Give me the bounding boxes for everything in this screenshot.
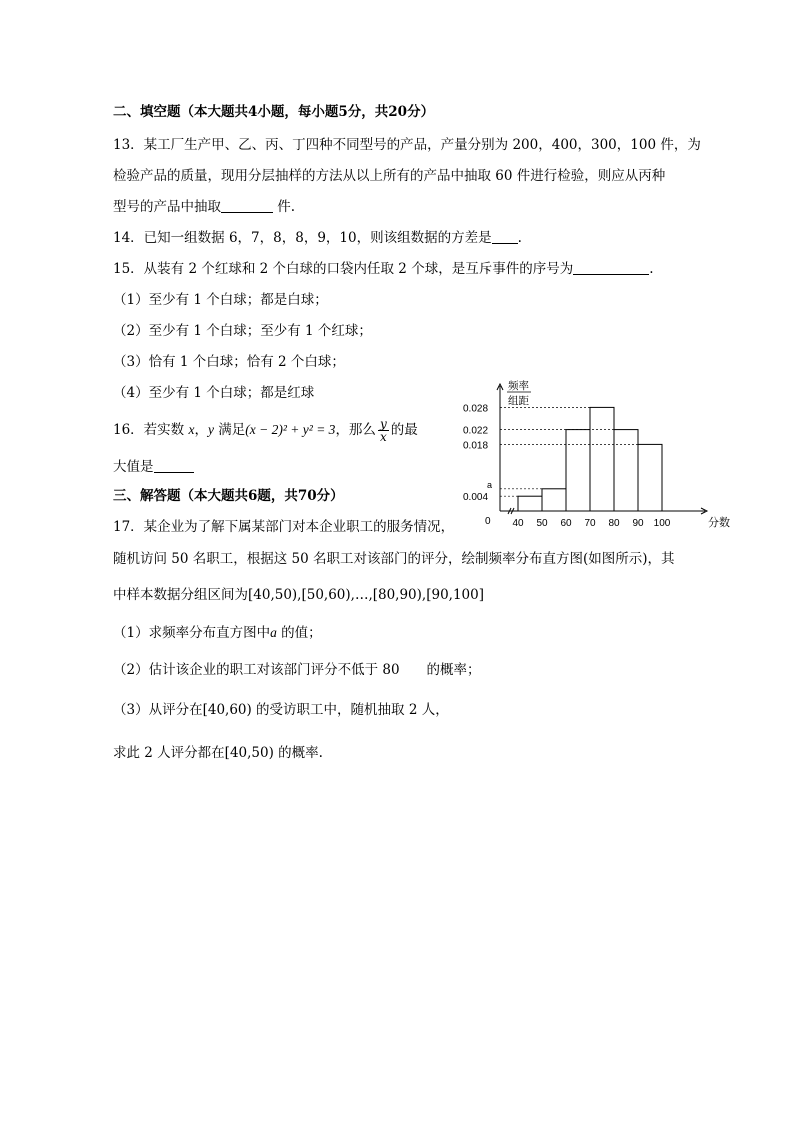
y-axis-label-top: 频率 — [508, 380, 529, 392]
x-tick-label: 50 — [536, 518, 548, 529]
histogram-bar — [566, 430, 590, 511]
q13-line-1: 13．某工厂生产甲、乙、丙、丁四种不同型号的产品，产量分别为 200，400，300，100 件，为 — [113, 137, 701, 153]
q17-sub-1-text: （1）求频率分布直方图中 — [113, 625, 271, 641]
x-axis-label: 分数 — [708, 517, 730, 529]
q14-line — [113, 228, 522, 248]
q16-frac-num: y — [379, 417, 387, 431]
q13-line-3 — [113, 197, 295, 217]
q16-sep: ， — [194, 422, 208, 438]
q15-text: 15．从装有 2 个红球和 2 个白球的口袋内任取 2 个球，是互斥事件的序号为 — [113, 261, 574, 277]
q13-answer-blank[interactable] — [221, 198, 273, 213]
q15-answer-blank[interactable] — [573, 260, 649, 275]
q13-line-2: 检验产品的质量，现用分层抽样的方法从以上所有的产品中抽取 60 件进行检验，则应从丙种 — [113, 168, 666, 184]
x-tick-label: 40 — [512, 518, 524, 529]
q13-line-3-text: 型号的产品中抽取 — [113, 199, 221, 215]
q17-sub-2: （2）估计该企业的职工对该部门评分不低于 80 的概率； — [113, 662, 481, 678]
x-tick-label: 60 — [560, 518, 572, 529]
q15-option-4: （4）至少有 1 个白球；都是红球 — [113, 385, 315, 401]
q16-suffix: 的最 — [390, 422, 418, 438]
y-axis-label-bottom: 组距 — [508, 395, 529, 407]
q16-line-2-text: 大值是 — [113, 459, 154, 475]
q16-answer-blank[interactable] — [154, 458, 194, 473]
q15-option-1: （1）至少有 1 个白球；都是白球； — [113, 292, 328, 308]
q15-end: . — [649, 261, 654, 277]
q13-line-3-end: 件. — [273, 199, 296, 215]
y-tick-label: 0.018 — [463, 440, 489, 452]
histogram-bar — [542, 489, 566, 511]
q17-line-2: 随机访问 50 名职工，根据这 50 名职工对该部门的评分，绘制频率分布直方图(如图所示)，其 — [113, 551, 675, 567]
histogram-bar — [590, 407, 614, 511]
q16-var-x: x — [188, 422, 195, 437]
q17-sub-1 — [113, 623, 322, 643]
histogram-bar — [518, 496, 542, 511]
q17-sub-3-continued: 求此 2 人评分都在[40,50) 的概率. — [113, 745, 323, 761]
q16-then: ，那么 — [335, 422, 376, 438]
q16-frac-den: x — [379, 430, 387, 444]
q16-line-1 — [113, 418, 418, 443]
q17-line-3: 中样本数据分组区间为[40,50),[50,60),…,[80,90),[90,100] — [113, 587, 484, 603]
q16-var-y: y — [207, 422, 214, 437]
y-tick-label: 0.028 — [463, 403, 489, 415]
q15-line — [113, 259, 654, 279]
q17-sub-1-var: a — [270, 625, 277, 640]
x-tick-label: 70 — [584, 518, 596, 529]
q14-end: . — [517, 230, 522, 246]
q16-fraction — [378, 418, 389, 443]
q14-answer-blank[interactable] — [492, 229, 518, 244]
q17-line-1: 17．某企业为了解下属某部门对本企业职工的服务情况， — [113, 519, 455, 535]
q15-option-2: （2）至少有 1 个白球；至少有 1 个红球； — [113, 323, 372, 339]
y-tick-label: 0.022 — [463, 425, 489, 437]
q16-equation: (x − 2)² + y² = 3 — [245, 422, 336, 437]
y-tick-label: 0.004 — [463, 492, 489, 504]
y-tick-label: a — [487, 479, 493, 490]
q17-sub-1-end: 的值； — [276, 625, 322, 641]
origin-label: 0 — [485, 516, 491, 527]
section-2-heading: 二、填空题（本大题共4小题，每小题5分，共20分） — [113, 104, 435, 120]
q16-line-2 — [113, 457, 194, 477]
x-tick-label: 80 — [608, 518, 620, 529]
x-tick-label: 100 — [653, 518, 671, 529]
q16-prefix: 16．若实数 — [113, 422, 185, 438]
x-tick-label: 90 — [632, 518, 644, 529]
histogram-bar — [638, 444, 662, 511]
section-3-heading: 三、解答题（本大题共6题，共70分） — [113, 488, 344, 504]
q14-text: 14．已知一组数据 6，7，8，8，9，10，则该组数据的方差是 — [113, 230, 492, 246]
q17-sub-3: （3）从评分在[40,60) 的受访职工中，随机抽取 2 人， — [113, 702, 449, 718]
frequency-histogram — [455, 378, 745, 538]
q16-cond-text: 满足 — [213, 422, 246, 438]
histogram-bar — [614, 430, 638, 511]
q15-option-3: （3）恰有 1 个白球；恰有 2 个白球； — [113, 354, 345, 370]
